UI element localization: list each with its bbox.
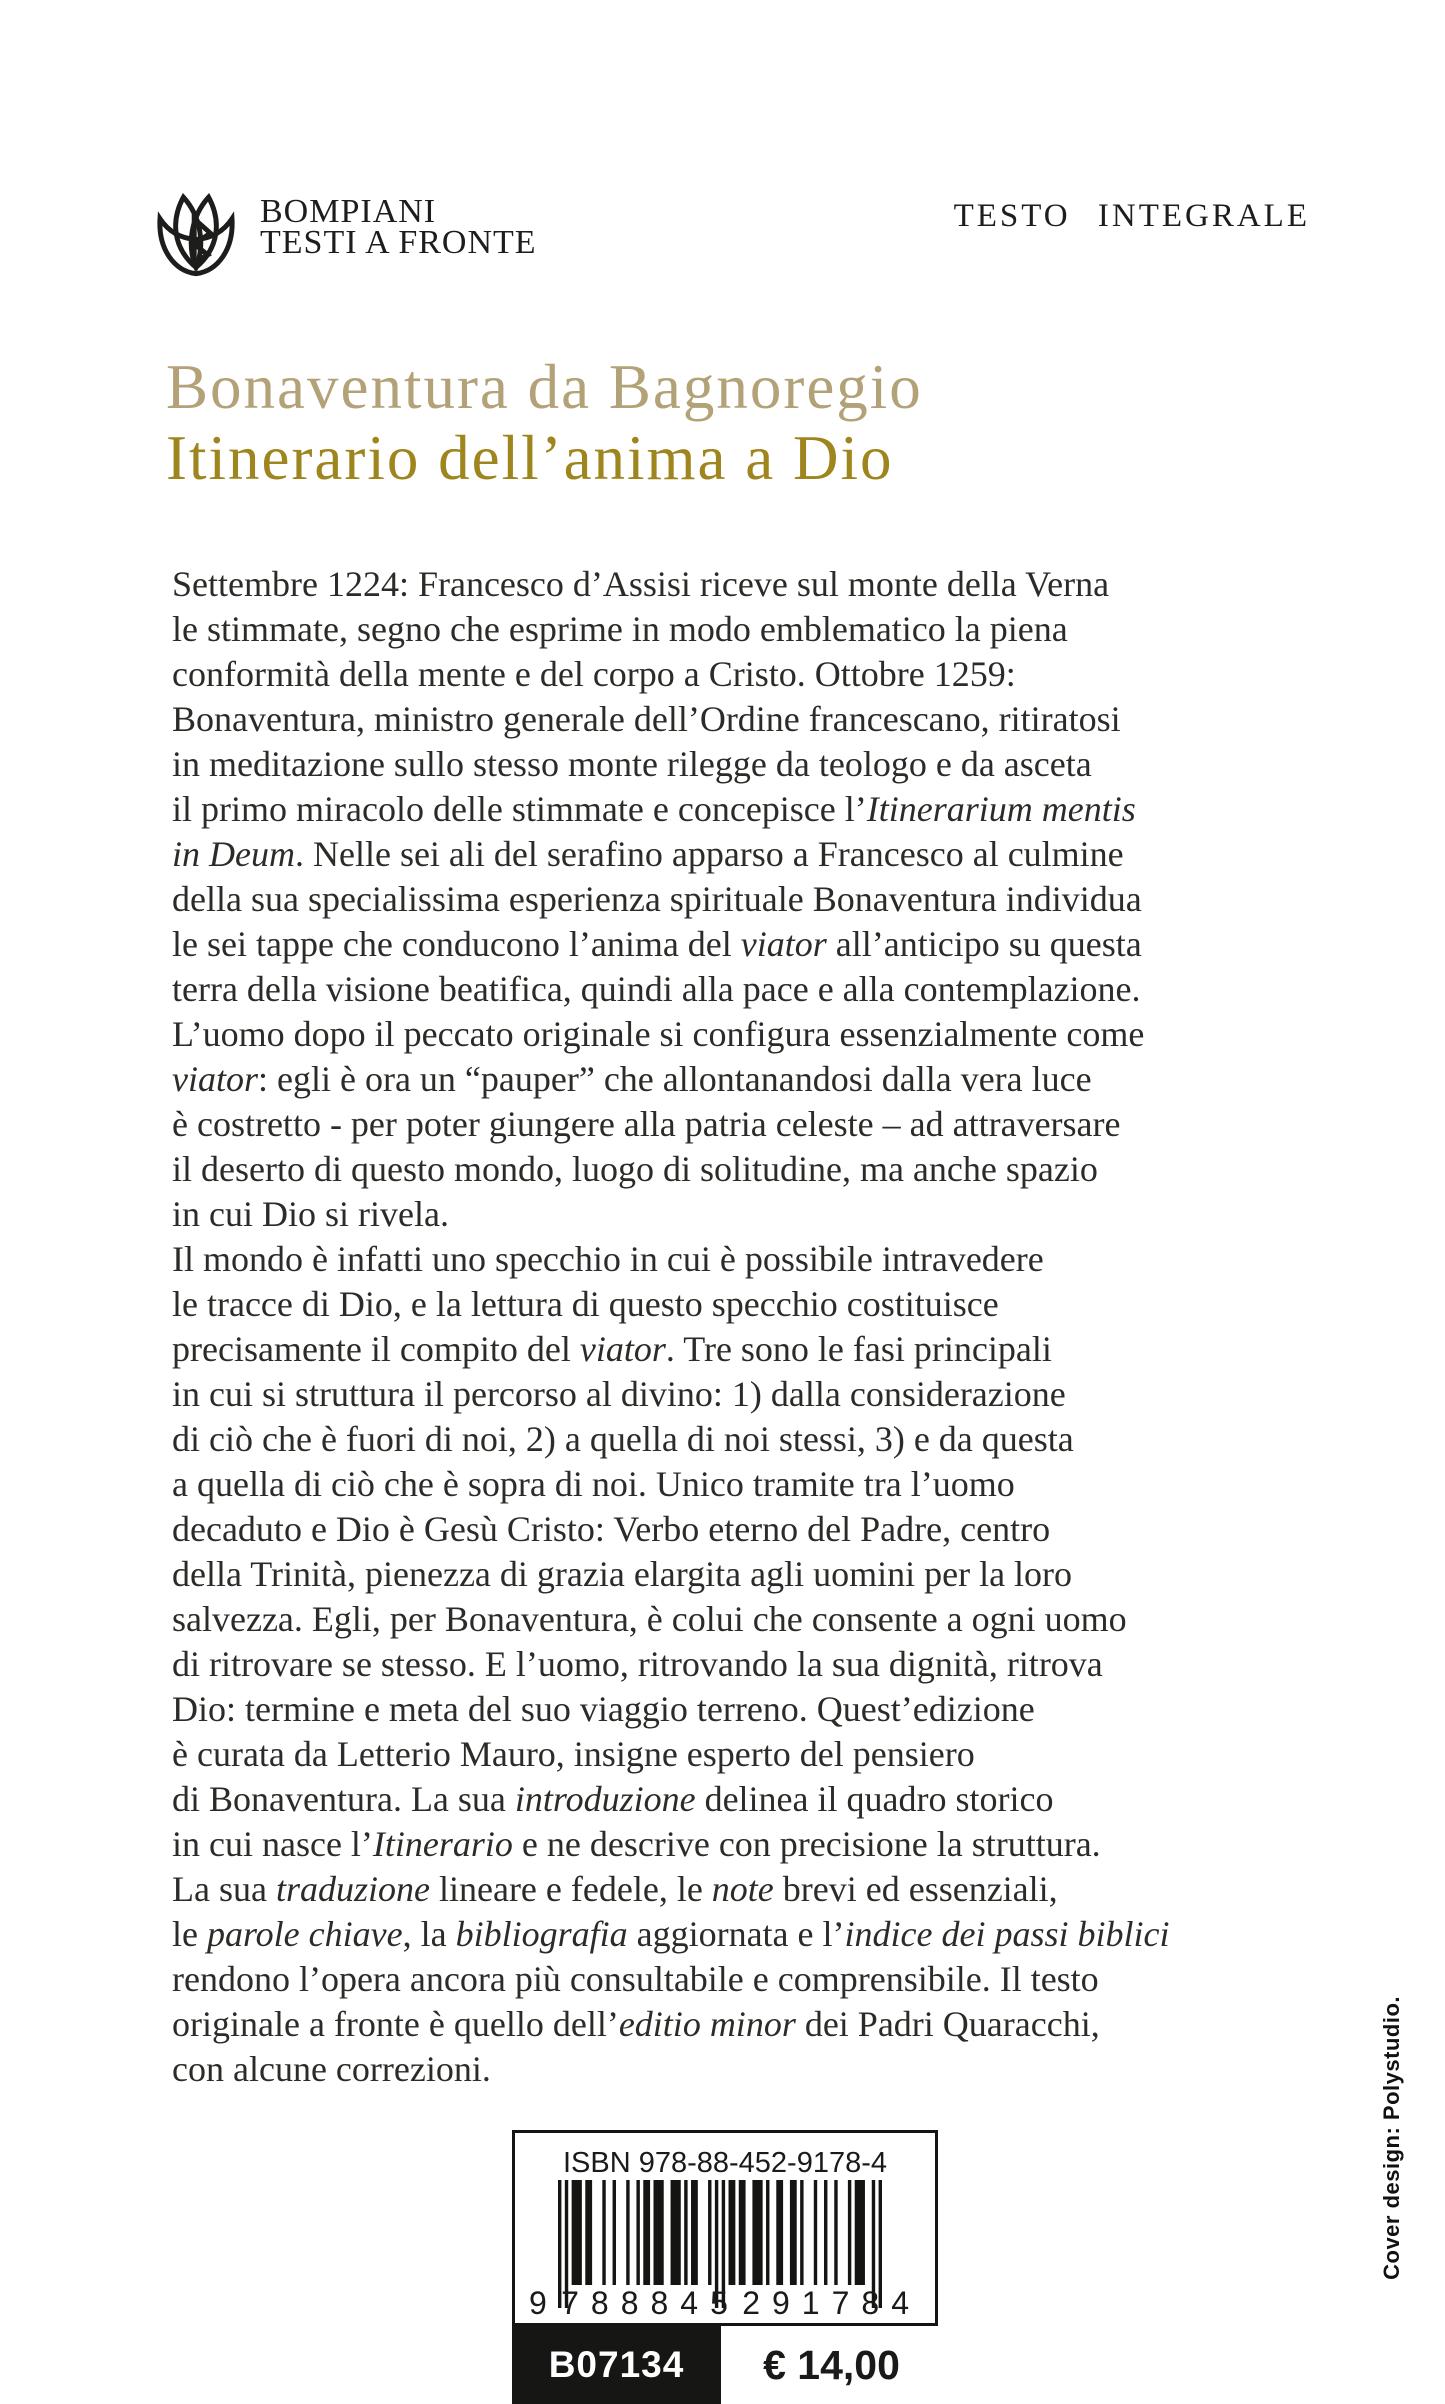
author-name: Bonaventura da Bagnoregio: [166, 352, 923, 422]
body-text-line: di ritrovare se stesso. E l’uomo, ritrovando la sua dignità, ritrova: [172, 1644, 1103, 1684]
bompiani-flower-icon: [150, 190, 242, 280]
body-text-line: in cui si struttura il percorso al divino: 1) dalla considerazione: [172, 1374, 1066, 1414]
title-block: [166, 352, 923, 494]
isbn-label: ISBN 978-88-452-9178-4: [562, 2147, 888, 2179]
publisher-brand: [150, 190, 537, 280]
price-band: [512, 2326, 938, 2404]
body-text-line: le parole chiave, la bibliografia aggiornata e l’indice dei passi biblici: [172, 1914, 1170, 1954]
body-text-line: il deserto di questo mondo, luogo di solitudine, ma anche spazio: [172, 1149, 1098, 1189]
price: € 14,00: [725, 2326, 938, 2404]
body-text-line: a quella di ciò che è sopra di noi. Unico tramite tra l’uomo: [172, 1464, 1015, 1504]
body-text-line: è costretto - per poter giungere alla patria celeste – ad attraversare: [172, 1104, 1121, 1144]
isbn-barcode-box: [512, 2130, 938, 2326]
body-text-line: di ciò che è fuori di noi, 2) a quella di noi stessi, 3) e da questa: [172, 1419, 1074, 1459]
body-text-line: La sua traduzione lineare e fedele, le note brevi ed essenziali,: [172, 1869, 1058, 1909]
body-text-line: della sua specialissima esperienza spirituale Bonaventura individua: [172, 879, 1142, 919]
body-text-line: il primo miracolo delle stimmate e concepisce l’Itinerarium mentis: [172, 789, 1136, 829]
body-text-line: Settembre 1224: Francesco d’Assisi riceve sul monte della Verna: [172, 564, 1110, 604]
body-text-line: Bonaventura, ministro generale dell’Ordine francescano, ritiratosi: [172, 699, 1121, 739]
body-text-line: salvezza. Egli, per Bonaventura, è colui che consente a ogni uomo: [172, 1599, 1127, 1639]
body-text-line: originale a fronte è quello dell’editio minor dei Padri Quaracchi,: [172, 2004, 1100, 2044]
body-text-line: rendono l’opera ancora più consultabile e comprensibile. Il testo: [172, 1959, 1099, 1999]
body-text-line: di Bonaventura. La sua introduzione delinea il quadro storico: [172, 1779, 1054, 1819]
book-title: Itinerario dell’anima a Dio: [166, 423, 894, 493]
body-text-line: in Deum. Nelle sei ali del serafino apparso a Francesco al culmine: [172, 834, 1124, 874]
body-text-line: viator: egli è ora un “pauper” che allontanandosi dalla vera luce: [172, 1059, 1092, 1099]
body-text-line: decaduto e Dio è Gesù Cristo: Verbo eterno del Padre, centro: [172, 1509, 1051, 1549]
edition-label: TESTO INTEGRALE: [953, 198, 1310, 234]
body-text-line: è curata da Letterio Mauro, insigne esperto del pensiero: [172, 1734, 975, 1774]
body-text-line: in meditazione sullo stesso monte rilegge da teologo e da asceta: [172, 744, 1092, 784]
body-text-line: le tracce di Dio, e la lettura di questo specchio costituisce: [172, 1284, 999, 1324]
publisher-wordmark: [260, 190, 537, 261]
barcode-digit-group: 291784: [742, 2285, 921, 2321]
body-text-line: della Trinità, pienezza di grazia elargita agli uomini per la loro: [172, 1554, 1073, 1594]
barcode-digits: [529, 2285, 921, 2322]
body-text-line: le sei tappe che conducono l’anima del viator all’anticipo su questa: [172, 924, 1142, 964]
publisher-name: BOMPIANI: [260, 193, 437, 230]
body-text-line: in cui nasce l’Itinerario e ne descrive con precisione la struttura.: [172, 1824, 1101, 1864]
body-text-line: conformità della mente e del corpo a Cristo. Ottobre 1259:: [172, 654, 1016, 694]
body-text-line: L’uomo dopo il peccato originale si configura essenzialmente come: [172, 1014, 1145, 1054]
body-text-line: le stimmate, segno che esprime in modo emblematico la piena: [172, 609, 1068, 649]
edition-code: B07134: [512, 2326, 721, 2404]
publisher-series: TESTI A FRONTE: [260, 224, 537, 261]
barcode-digit-group: 9: [529, 2285, 559, 2321]
body-text-line: terra della visione beatifica, quindi alla pace e alla contemplazione.: [172, 969, 1141, 1009]
cover-design-credit: Cover design: Polystudio.: [1379, 1996, 1404, 2280]
body-text-line: precisamente il compito del viator. Tre sono le fasi principali: [172, 1329, 1052, 1369]
body-text-line: Il mondo è infatti uno specchio in cui è possibile intravedere: [172, 1239, 1044, 1279]
body-text-line: Dio: termine e meta del suo viaggio terreno. Quest’edizione: [172, 1689, 1035, 1729]
body-text-line: con alcune correzioni.: [172, 2049, 491, 2089]
barcode-digit-group: 788845: [561, 2285, 740, 2321]
body-text-line: in cui Dio si rivela.: [172, 1194, 449, 1234]
back-cover-text: [172, 562, 1169, 2092]
